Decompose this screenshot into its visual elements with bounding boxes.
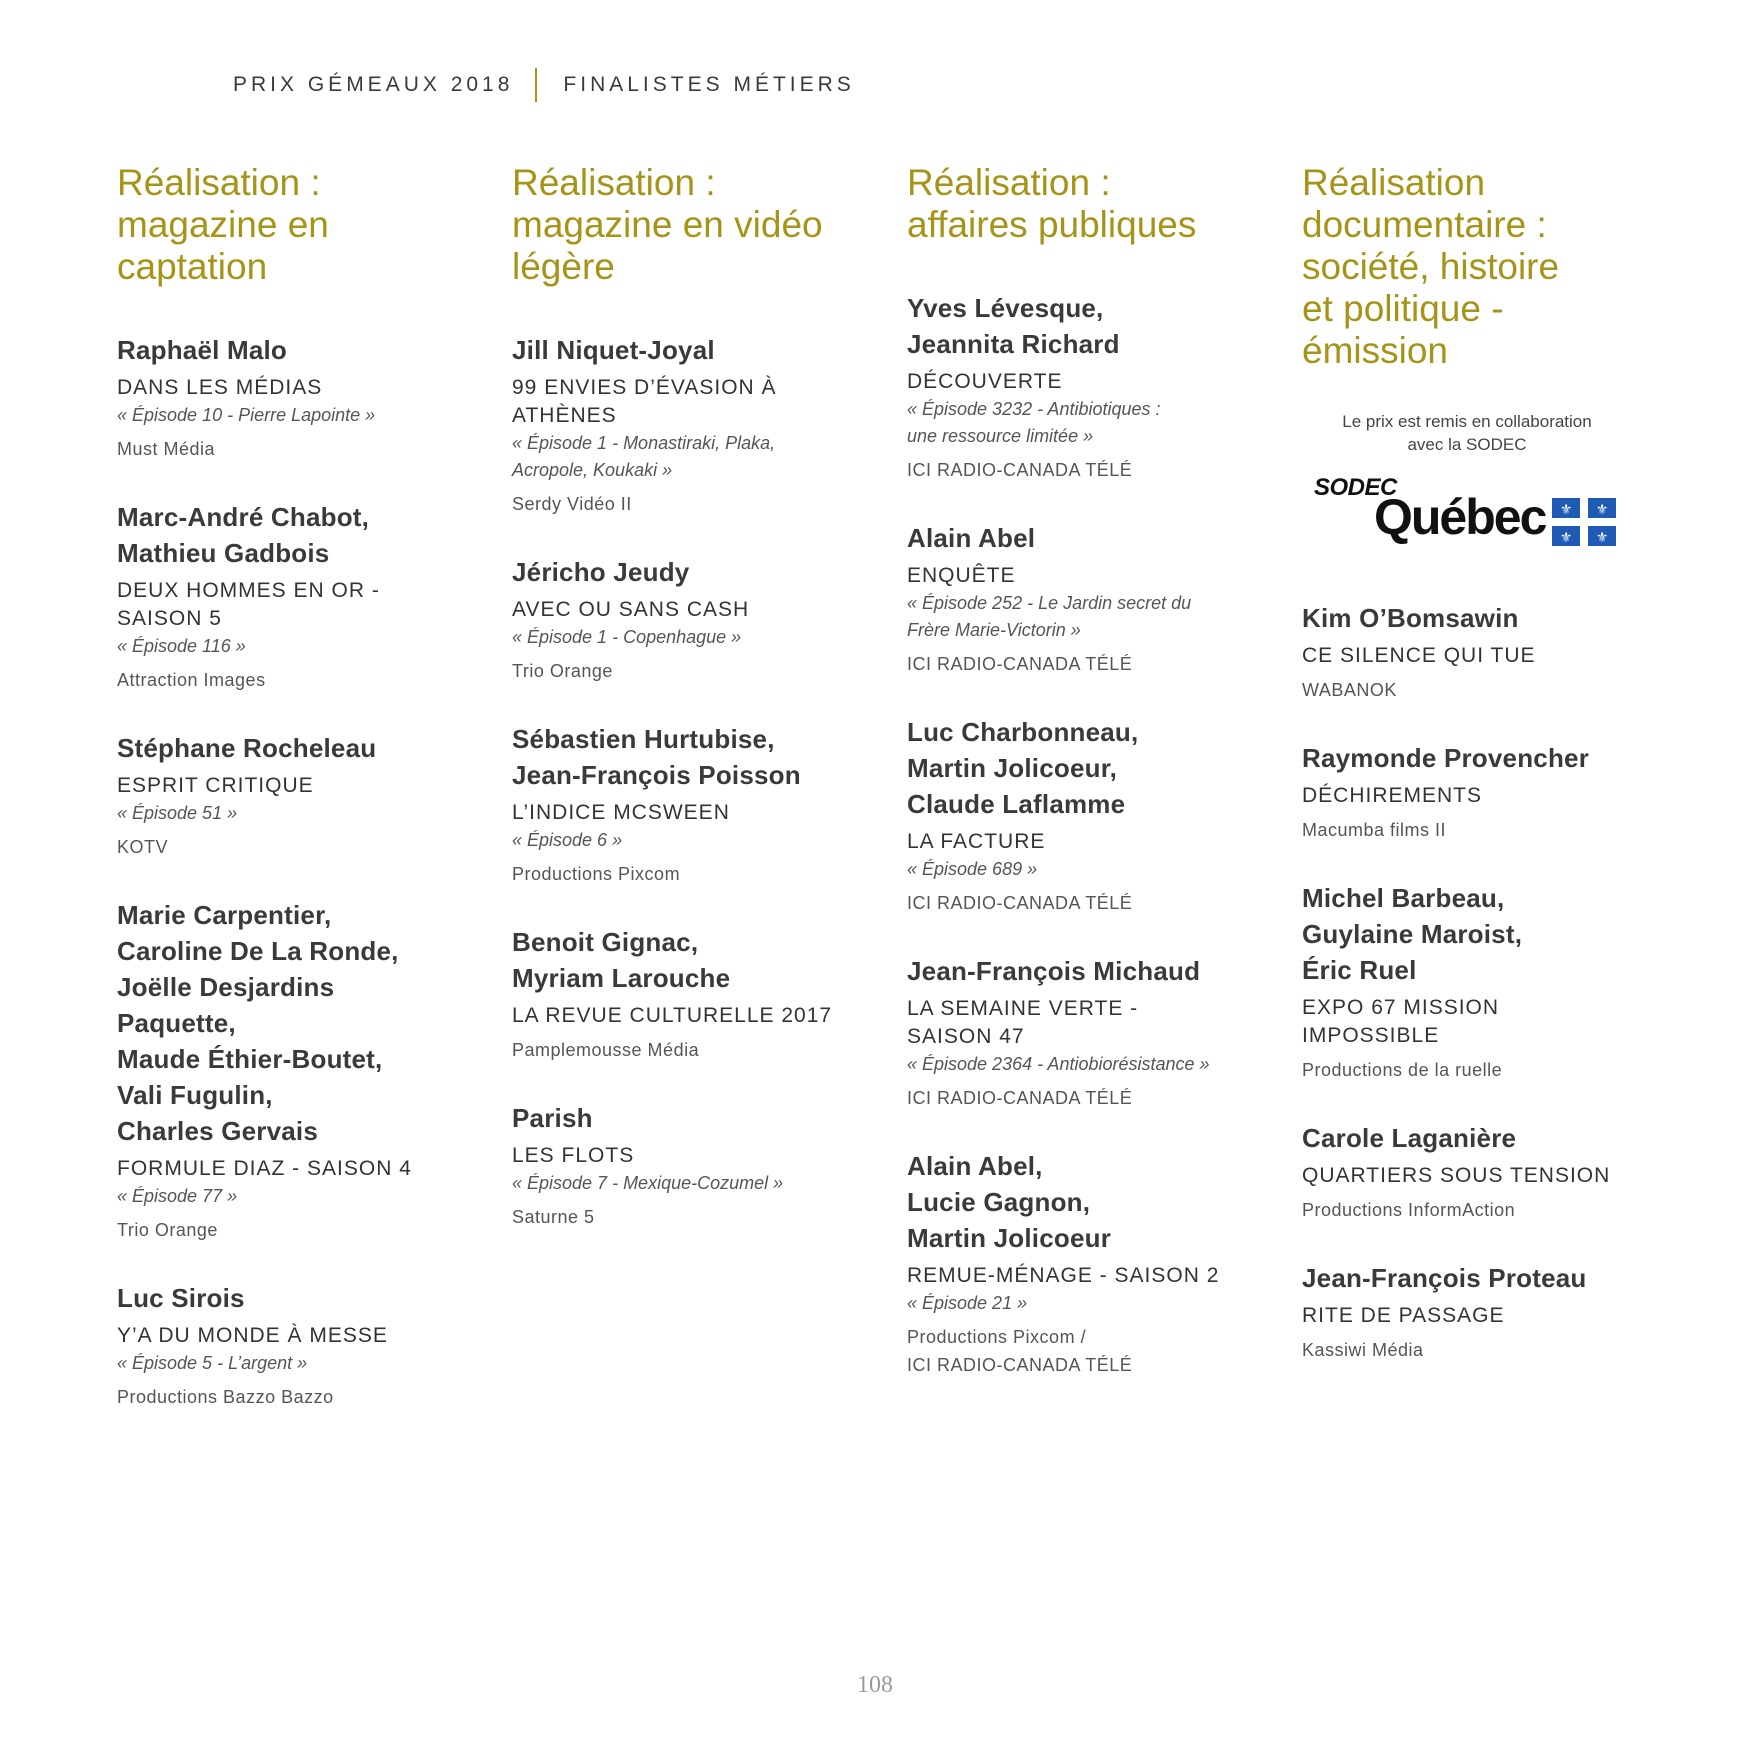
producer: Trio Orange — [117, 1220, 218, 1240]
episode-title: « Épisode 1 - Copenhague » — [512, 627, 742, 647]
show-title: CE SILENCE QUI TUE — [1302, 644, 1536, 667]
show-title: EXPO 67 MISSION IMPOSSIBLE — [1302, 996, 1500, 1047]
category-column-3 — [907, 162, 1237, 1415]
finalist-entry — [907, 290, 1237, 484]
producer: ICI RADIO-CANADA TÉLÉ — [907, 654, 1133, 674]
svg-text:⚜: ⚜ — [1559, 502, 1573, 518]
episode-title: « Épisode 7 - Mexique-Cozumel » — [512, 1173, 784, 1193]
show-title: L’INDICE MCSWEEN — [512, 801, 730, 824]
category-title: Réalisation : magazine en captation — [117, 162, 329, 287]
producer: Productions Pixcom / ICI RADIO-CANADA TÉLÉ — [907, 1327, 1133, 1375]
header-title: PRIX GÉMEAUX 2018 — [233, 73, 514, 96]
producer: Productions Bazzo Bazzo — [117, 1387, 334, 1407]
page-number: 108 — [857, 1672, 893, 1698]
svg-text:⚜: ⚜ — [1595, 530, 1609, 546]
finalist-names: Benoit Gignac, Myriam Larouche — [512, 927, 731, 993]
producer: Serdy Vidéo II — [512, 494, 632, 514]
finalist-names: Jill Niquet-Joyal — [512, 335, 715, 365]
show-title: ESPRIT CRITIQUE — [117, 774, 314, 797]
show-title: LES FLOTS — [512, 1144, 635, 1167]
show-title: DEUX HOMMES EN OR - SAISON 5 — [117, 579, 380, 630]
producer: KOTV — [117, 837, 169, 857]
show-title: LA REVUE CULTURELLE 2017 — [512, 1004, 833, 1027]
finalist-names: Jéricho Jeudy — [512, 557, 690, 587]
finalist-names: Stéphane Rocheleau — [117, 733, 377, 763]
episode-title: « Épisode 10 - Pierre Lapointe » — [117, 405, 376, 425]
finalist-names: Carole Laganière — [1302, 1123, 1517, 1153]
finalist-entry — [1302, 880, 1632, 1084]
episode-title: « Épisode 21 » — [907, 1293, 1028, 1313]
show-title: REMUE-MÉNAGE - SAISON 2 — [907, 1264, 1220, 1287]
finalist-entry — [117, 1280, 447, 1411]
producer: Saturne 5 — [512, 1207, 595, 1227]
page-header — [233, 68, 855, 102]
producer: Must Média — [117, 439, 216, 459]
finalist-entry — [117, 499, 447, 694]
producer: WABANOK — [1302, 680, 1397, 700]
category-column-2 — [512, 162, 842, 1267]
show-title: DÉCOUVERTE — [907, 370, 1063, 393]
sodec-wordmark: SODEC — [1314, 474, 1397, 501]
episode-title: « Épisode 5 - L’argent » — [117, 1353, 308, 1373]
show-title: LA FACTURE — [907, 830, 1046, 853]
producer: ICI RADIO-CANADA TÉLÉ — [907, 460, 1133, 480]
sodec-quebec-logo — [1302, 470, 1632, 560]
episode-title: « Épisode 77 » — [117, 1186, 238, 1206]
show-title: FORMULE DIAZ - SAISON 4 — [117, 1157, 412, 1180]
producer: Productions de la ruelle — [1302, 1060, 1503, 1080]
producer: ICI RADIO-CANADA TÉLÉ — [907, 893, 1133, 913]
finalist-entry — [512, 332, 842, 518]
category-title: Réalisation documentaire : société, histoire et politique - émission — [1302, 162, 1560, 371]
show-title: RITE DE PASSAGE — [1302, 1304, 1505, 1327]
svg-text:⚜: ⚜ — [1595, 502, 1609, 518]
show-title: DÉCHIREMENTS — [1302, 784, 1483, 807]
finalist-names: Yves Lévesque, Jeannita Richard — [907, 293, 1120, 359]
finalist-entry — [907, 1148, 1237, 1379]
show-title: QUARTIERS SOUS TENSION — [1302, 1164, 1611, 1187]
show-title: DANS LES MÉDIAS — [117, 376, 323, 399]
finalist-names: Michel Barbeau, Guylaine Maroist, Éric Ruel — [1302, 883, 1523, 985]
finalist-entry — [512, 924, 842, 1064]
category-column-4 — [1302, 162, 1632, 1400]
svg-text:⚜: ⚜ — [1559, 530, 1573, 546]
finalist-names: Raymonde Provencher — [1302, 743, 1590, 773]
episode-title: « Épisode 116 » — [117, 636, 246, 656]
episode-title: « Épisode 6 » — [512, 830, 623, 850]
episode-title: « Épisode 252 - Le Jardin secret du Frère Marie-Victorin » — [907, 593, 1192, 640]
producer: Attraction Images — [117, 670, 266, 690]
header-separator — [535, 68, 537, 102]
finalist-entry — [1302, 600, 1632, 704]
finalist-entry — [907, 714, 1237, 917]
finalist-names: Marc-André Chabot, Mathieu Gadbois — [117, 502, 370, 568]
producer: Productions Pixcom — [512, 864, 681, 884]
finalist-names: Jean-François Proteau — [1302, 1263, 1587, 1293]
episode-title: « Épisode 3232 - Antibiotiques : une ressource limitée » — [907, 399, 1161, 446]
show-title: 99 ENVIES D’ÉVASION À ATHÈNES — [512, 376, 777, 427]
finalist-entry — [512, 1100, 842, 1231]
finalist-names: Jean-François Michaud — [907, 956, 1201, 986]
producer: ICI RADIO-CANADA TÉLÉ — [907, 1088, 1133, 1108]
finalist-entry — [117, 897, 447, 1244]
producer: Productions InformAction — [1302, 1200, 1516, 1220]
finalist-entry — [1302, 1260, 1632, 1364]
finalist-names: Kim O’Bomsawin — [1302, 603, 1519, 633]
episode-title: « Épisode 51 » — [117, 803, 238, 823]
category-column-1 — [117, 162, 447, 1447]
finalist-entry — [1302, 740, 1632, 844]
quebec-flag-icon — [1552, 498, 1616, 546]
category-title: Réalisation : affaires publiques — [907, 162, 1197, 245]
header-section: FINALISTES MÉTIERS — [563, 73, 855, 96]
category-title: Réalisation : magazine en vidéo légère — [512, 162, 823, 287]
show-title: ENQUÊTE — [907, 564, 1016, 587]
producer: Pamplemousse Média — [512, 1040, 700, 1060]
episode-title: « Épisode 1 - Monastiraki, Plaka, Acropole, Koukaki » — [512, 433, 776, 480]
finalist-entry — [512, 721, 842, 888]
producer: Macumba films II — [1302, 820, 1447, 840]
episode-title: « Épisode 689 » — [907, 859, 1038, 879]
finalist-names: Luc Charbonneau, Martin Jolicoeur, Claude Laflamme — [907, 717, 1139, 819]
episode-title: « Épisode 2364 - Antiobiorésistance » — [907, 1054, 1210, 1074]
finalist-entry — [117, 730, 447, 861]
producer: Trio Orange — [512, 661, 613, 681]
finalist-entry — [117, 332, 447, 463]
show-title: AVEC OU SANS CASH — [512, 598, 750, 621]
finalist-names: Sébastien Hurtubise, Jean-François Poisson — [512, 724, 801, 790]
finalist-names: Raphaël Malo — [117, 335, 287, 365]
finalist-entry — [512, 554, 842, 685]
producer: Kassiwi Média — [1302, 1340, 1424, 1360]
finalist-entry — [907, 520, 1237, 678]
finalist-names: Alain Abel — [907, 523, 1036, 553]
finalist-entry — [1302, 1120, 1632, 1224]
sponsor-note: Le prix est remis en collaboration avec la SODEC — [1342, 412, 1592, 454]
show-title: LA SEMAINE VERTE - SAISON 47 — [907, 997, 1139, 1048]
finalist-names: Parish — [512, 1103, 593, 1133]
quebec-wordmark: Québec — [1374, 489, 1546, 545]
show-title: Y’A DU MONDE À MESSE — [117, 1324, 388, 1347]
finalist-names: Luc Sirois — [117, 1283, 245, 1313]
finalist-entry — [907, 953, 1237, 1112]
finalist-names: Alain Abel, Lucie Gagnon, Martin Jolicoeur — [907, 1151, 1112, 1253]
finalist-names: Marie Carpentier, Caroline De La Ronde, Joëlle Desjardins Paquette, Maude Éthier-Boutet, Vali Fugulin, Charles Gervais — [117, 900, 399, 1146]
